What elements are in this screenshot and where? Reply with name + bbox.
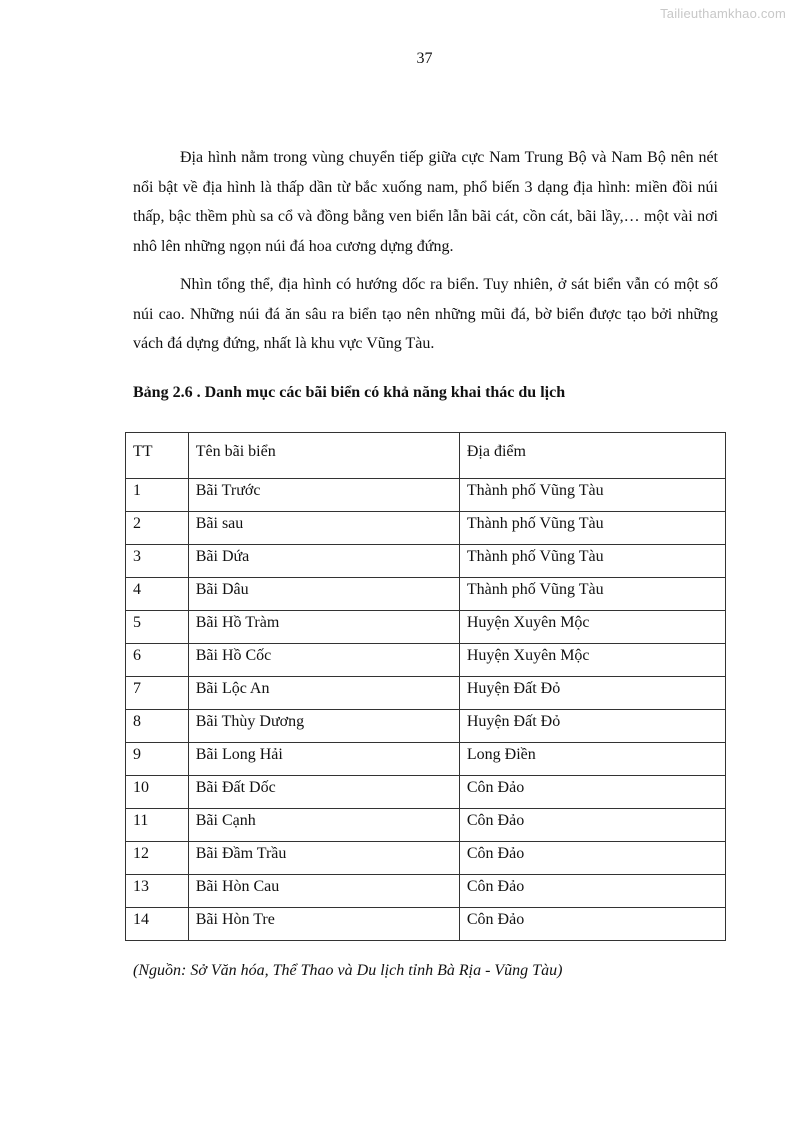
cell-beach-name: Bãi Thùy Dương [188, 710, 459, 743]
paragraph-terrain-overview: Địa hình nằm trong vùng chuyển tiếp giữa cực Nam Trung Bộ và Nam Bộ nên nét nổi bật về địa hình là thấp dần từ bắc xuống nam, phổ biến 3 dạng địa hình: miền đồi núi thấp, bậc thềm phù sa cổ và đồng bằng ven biển lẫn bãi cát, cồn cát, bãi lầy,… một vài nơi nhô lên những ngọn núi đá hoa cương dựng đứng. [133, 149, 718, 255]
cell-beach-name: Bãi Hồ Cốc [188, 644, 459, 677]
table-row [126, 875, 726, 908]
cell-tt: 1 [126, 479, 189, 512]
cell-location: Thành phố Vũng Tàu [459, 512, 725, 545]
cell-beach-name: Bãi Hồ Tràm [188, 611, 459, 644]
cell-location: Huyện Xuyên Mộc [459, 611, 725, 644]
cell-location: Côn Đảo [459, 776, 725, 809]
table-row [126, 710, 726, 743]
cell-beach-name: Bãi Đất Dốc [188, 776, 459, 809]
cell-tt: 4 [126, 578, 189, 611]
header-tt: TT [126, 433, 189, 479]
cell-beach-name: Bãi Cạnh [188, 809, 459, 842]
cell-location: Côn Đảo [459, 875, 725, 908]
table-row [126, 842, 726, 875]
cell-beach-name: Bãi Trước [188, 479, 459, 512]
paragraph-terrain-slope: Nhìn tổng thể, địa hình có hướng dốc ra biển. Tuy nhiên, ở sát biển vẫn có một số núi cao. Những núi đá ăn sâu ra biển tạo nên những mũi đá, bờ biển được tạo bởi những vách đá dựng đứng, nhất là khu vực Vũng Tàu. [133, 276, 718, 352]
table-row [126, 578, 726, 611]
cell-tt: 9 [126, 743, 189, 776]
cell-tt: 14 [126, 908, 189, 941]
cell-beach-name: Bãi Long Hải [188, 743, 459, 776]
table-body [126, 479, 726, 941]
beach-table [125, 432, 726, 941]
cell-tt: 8 [126, 710, 189, 743]
cell-tt: 10 [126, 776, 189, 809]
cell-tt: 3 [126, 545, 189, 578]
table-row [126, 512, 726, 545]
table-row [126, 644, 726, 677]
cell-tt: 13 [126, 875, 189, 908]
cell-location: Huyện Đất Đỏ [459, 710, 725, 743]
table-row [126, 677, 726, 710]
cell-tt: 11 [126, 809, 189, 842]
cell-location: Côn Đảo [459, 842, 725, 875]
table-row [126, 611, 726, 644]
header-beach-name: Tên bãi biển [188, 433, 459, 479]
cell-location: Côn Đảo [459, 809, 725, 842]
cell-beach-name: Bãi Đầm Trầu [188, 842, 459, 875]
table-row [126, 479, 726, 512]
table-row [126, 743, 726, 776]
cell-location: Huyện Xuyên Mộc [459, 644, 725, 677]
cell-location: Thành phố Vũng Tàu [459, 479, 725, 512]
cell-beach-name: Bãi Dứa [188, 545, 459, 578]
cell-location: Thành phố Vũng Tàu [459, 578, 725, 611]
watermark-text: Tailieuthamkhao.com [660, 6, 786, 21]
cell-beach-name: Bãi sau [188, 512, 459, 545]
table-row [126, 545, 726, 578]
cell-location: Huyện Đất Đỏ [459, 677, 725, 710]
cell-beach-name: Bãi Dâu [188, 578, 459, 611]
table-header-row [126, 433, 726, 479]
table-row [126, 908, 726, 941]
source-note: (Nguồn: Sở Văn hóa, Thể Thao và Du lịch tỉnh Bà Rịa - Vũng Tàu) [133, 962, 563, 979]
cell-beach-name: Bãi Lộc An [188, 677, 459, 710]
table-caption: Bảng 2.6 . Danh mục các bãi biển có khả năng khai thác du lịch [133, 384, 566, 401]
page-number: 37 [416, 50, 433, 67]
cell-beach-name: Bãi Hòn Tre [188, 908, 459, 941]
cell-location: Long Điền [459, 743, 725, 776]
cell-beach-name: Bãi Hòn Cau [188, 875, 459, 908]
cell-tt: 12 [126, 842, 189, 875]
cell-tt: 6 [126, 644, 189, 677]
table-row [126, 776, 726, 809]
cell-tt: 5 [126, 611, 189, 644]
cell-tt: 2 [126, 512, 189, 545]
table-row [126, 809, 726, 842]
header-location: Địa điểm [459, 433, 725, 479]
cell-location: Thành phố Vũng Tàu [459, 545, 725, 578]
cell-location: Côn Đảo [459, 908, 725, 941]
cell-tt: 7 [126, 677, 189, 710]
